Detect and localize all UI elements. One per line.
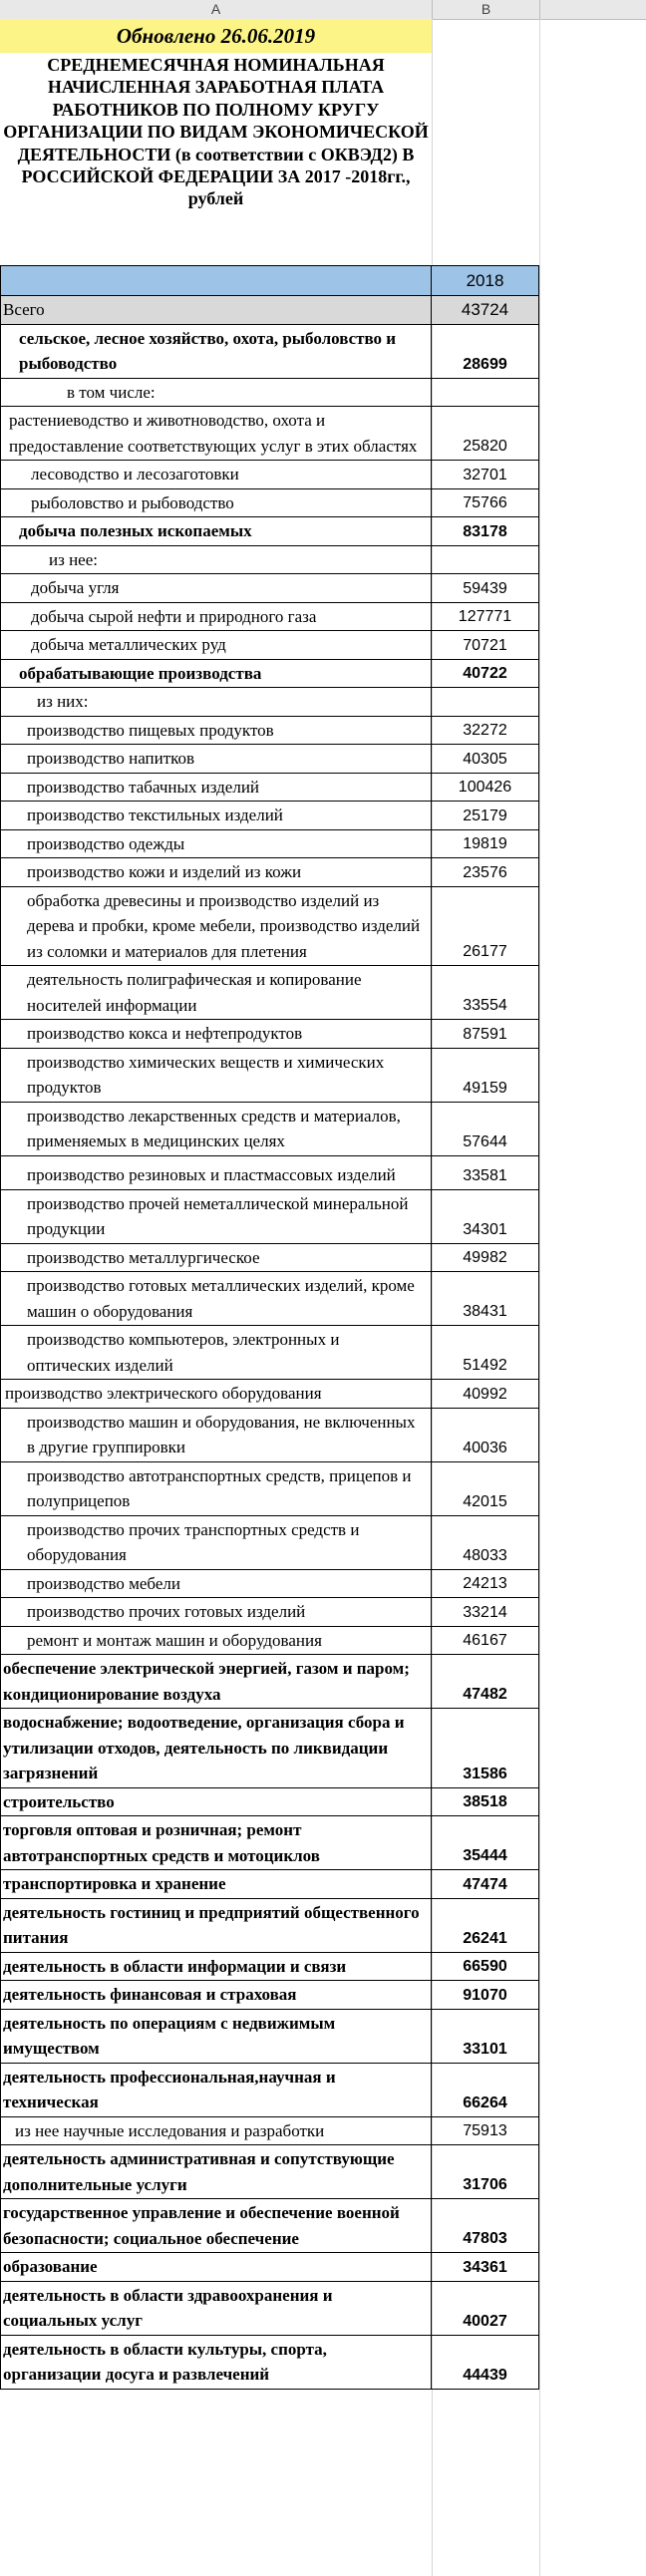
row-label-cell[interactable] (0, 1272, 432, 1325)
row-value-cell[interactable]: 47803 (432, 2199, 539, 2252)
row-label: производство одежды (27, 833, 185, 853)
table-row (0, 1020, 539, 1049)
row-label: транспортировка и хранение (3, 1874, 226, 1893)
row-label: производство прочих готовых изделий (27, 1602, 306, 1621)
row-label: из нее: (49, 549, 98, 569)
table-row (0, 660, 539, 689)
table-row (0, 1655, 539, 1709)
row-value-cell[interactable]: 40722 (432, 660, 539, 688)
row-label: деятельность финансовая и страховая (3, 1985, 297, 2004)
row-label-cell[interactable] (0, 660, 432, 688)
table-row (0, 1462, 539, 1516)
row-label: деятельность в области информации и связи (3, 1956, 347, 1976)
row-label-cell[interactable] (0, 1899, 432, 1952)
row-label: водоснабжение; водоотведение, организация сбора и утилизации отходов, деятельность по ликвидации загрязнений (3, 1713, 405, 1782)
row-label: обеспечение электрической энергией, газом и паром; кондиционирование воздуха (3, 1659, 410, 1704)
row-value-cell[interactable]: 35444 (432, 1816, 539, 1869)
table-row (0, 966, 539, 1020)
row-label: деятельность полиграфическая и копирование носителей информации (27, 970, 362, 1015)
row-label-cell[interactable] (0, 1103, 432, 1155)
row-value-cell[interactable]: 23576 (432, 858, 539, 886)
table-row (0, 1156, 539, 1190)
table-row (0, 1272, 539, 1326)
row-label: производство резиновых и пластмассовых изделий (27, 1165, 396, 1184)
row-label-cell[interactable] (0, 1326, 432, 1379)
table-row (0, 546, 539, 575)
row-label-cell[interactable] (0, 887, 432, 966)
table-row (0, 1103, 539, 1156)
row-value-cell[interactable]: 31586 (432, 1709, 539, 1787)
row-value-cell[interactable]: 70721 (432, 631, 539, 659)
row-label-cell[interactable] (0, 546, 432, 574)
row-label-cell[interactable] (0, 1462, 432, 1515)
row-label-cell[interactable] (0, 1788, 432, 1816)
row-label-cell[interactable] (0, 1598, 432, 1626)
row-label: добыча полезных ископаемых (19, 521, 252, 540)
row-label-cell[interactable] (0, 1570, 432, 1598)
row-value-cell[interactable]: 31706 (432, 2145, 539, 2198)
row-value-cell[interactable]: 34361 (432, 2253, 539, 2281)
row-label-cell[interactable] (0, 489, 432, 517)
row-label: из нее научные исследования и разработки (15, 2120, 325, 2140)
row-label-cell[interactable] (0, 603, 432, 631)
table-row (0, 2064, 539, 2117)
row-value-cell[interactable]: 127771 (432, 603, 539, 631)
title-text: СРЕДНЕМЕСЯЧНАЯ НОМИНАЛЬНАЯ НАЧИСЛЕННАЯ ЗАРАБОТНАЯ ПЛАТА РАБОТНИКОВ ПО ПОЛНОМУ КРУГУ ОРГАНИЗАЦИИ ПО ВИДАМ ЭКОНОМИЧЕСКОЙ ДЕЯТЕЛЬНОСТИ (в соответствии с ОКВЭД2) В РОССИЙСКОЙ ФЕДЕРАЦИИ ЗА 2017 -2018гг., рублей (3, 55, 429, 209)
row-value-cell[interactable]: 47474 (432, 1870, 539, 1898)
row-label-cell[interactable] (0, 379, 432, 407)
table-row (0, 1816, 539, 1870)
row-label-cell[interactable] (0, 717, 432, 745)
table-row (0, 1570, 539, 1599)
table-row (0, 1627, 539, 1656)
table-row (0, 802, 539, 830)
row-label-cell[interactable] (0, 1049, 432, 1102)
row-value-cell[interactable]: 46167 (432, 1627, 539, 1655)
table-row (0, 2145, 539, 2199)
row-value-cell[interactable]: 19819 (432, 830, 539, 858)
row-label: производство готовых металлических изделий, кроме машин о оборудования (27, 1276, 415, 1321)
row-label: производство напитков (27, 749, 195, 768)
row-value-cell[interactable]: 26241 (432, 1899, 539, 1952)
row-label: производство электрического оборудования (5, 1384, 322, 1403)
row-label: образование (3, 2257, 98, 2276)
table-row (0, 745, 539, 774)
table-row (0, 1326, 539, 1380)
page-title[interactable] (0, 53, 432, 232)
row-label-cell[interactable] (0, 1709, 432, 1787)
data-table (0, 296, 539, 2390)
row-value-cell[interactable]: 32701 (432, 461, 539, 488)
row-value-cell[interactable] (432, 546, 539, 574)
row-label-cell[interactable] (0, 802, 432, 829)
year-header[interactable]: 2018 (432, 265, 539, 296)
column-header-a[interactable]: A (0, 0, 433, 19)
table-row (0, 1244, 539, 1273)
row-label-cell[interactable] (0, 2064, 432, 2116)
table-row (0, 2117, 539, 2146)
table-row (0, 688, 539, 717)
grid-line-b (539, 19, 540, 2576)
row-label: производство химических веществ и химических продуктов (27, 1052, 385, 1097)
row-value-cell[interactable]: 40036 (432, 1409, 539, 1461)
row-label-cell[interactable] (0, 2336, 432, 2389)
table-row (0, 1049, 539, 1103)
row-label-cell[interactable] (0, 1244, 432, 1272)
column-header-b[interactable]: B (433, 0, 540, 19)
row-label: деятельность административная и сопутствующие дополнительные услуги (3, 2149, 395, 2194)
row-value-cell[interactable]: 42015 (432, 1462, 539, 1515)
table-row (0, 858, 539, 887)
table-row (0, 325, 539, 379)
row-label-cell[interactable] (0, 2117, 432, 2145)
row-label: обрабатывающие производства (19, 663, 262, 683)
row-label: деятельность гостиниц и предприятий общественного питания (3, 1902, 420, 1947)
row-value-cell[interactable]: 51492 (432, 1326, 539, 1379)
row-value-cell[interactable]: 33554 (432, 966, 539, 1019)
row-label-cell[interactable] (0, 745, 432, 773)
row-label: деятельность в области культуры, спорта, организации досуга и развлечений (3, 2339, 327, 2384)
table-row (0, 1870, 539, 1899)
row-label-cell[interactable] (0, 631, 432, 659)
table-row (0, 717, 539, 746)
table-row (0, 631, 539, 660)
table-row (0, 379, 539, 408)
row-label-cell[interactable] (0, 1627, 432, 1655)
row-label: деятельность по операциям с недвижимым имуществом (3, 2013, 336, 2058)
row-label: производство металлургическое (27, 1247, 260, 1267)
row-value-cell[interactable]: 32272 (432, 717, 539, 745)
table-row (0, 1380, 539, 1409)
row-value-cell[interactable]: 100426 (432, 774, 539, 802)
table-row (0, 2253, 539, 2282)
row-label-cell[interactable] (0, 325, 432, 378)
row-label: производство прочей неметаллической минеральной продукции (27, 1193, 409, 1238)
row-value-cell[interactable]: 28699 (432, 325, 539, 378)
table-row (0, 1981, 539, 2010)
row-value-cell[interactable]: 40027 (432, 2282, 539, 2335)
table-row (0, 1899, 539, 1953)
row-value-cell[interactable]: 66264 (432, 2064, 539, 2116)
table-row (0, 296, 539, 325)
row-value-cell[interactable] (432, 379, 539, 407)
row-value-cell[interactable]: 59439 (432, 574, 539, 602)
row-label-cell[interactable] (0, 1516, 432, 1569)
table-row (0, 603, 539, 632)
column-header-bar (0, 0, 646, 20)
table-row (0, 2282, 539, 2336)
row-value-cell[interactable]: 24213 (432, 1570, 539, 1598)
row-label-cell[interactable] (0, 1981, 432, 2009)
row-value-cell[interactable]: 49159 (432, 1049, 539, 1102)
row-label: производство мебели (27, 1573, 180, 1593)
row-value-cell[interactable]: 34301 (432, 1190, 539, 1243)
row-value-cell[interactable]: 33581 (432, 1156, 539, 1189)
row-label: Всего (3, 300, 45, 319)
row-label: растениеводство и животноводство, охота и предоставление соответствующих услуг в этих областях (9, 411, 418, 456)
table-row (0, 517, 539, 546)
row-label-cell[interactable] (0, 774, 432, 802)
table-row (0, 574, 539, 603)
table-row (0, 1190, 539, 1244)
table-row (0, 461, 539, 489)
row-label-cell[interactable] (0, 2145, 432, 2198)
row-label: государственное управление и обеспечение военной безопасности; социальное обеспечение (3, 2203, 400, 2248)
row-value-cell[interactable]: 87591 (432, 1020, 539, 1048)
row-label-cell[interactable] (0, 1870, 432, 1898)
row-value-cell[interactable]: 75766 (432, 489, 539, 517)
row-label: деятельность профессиональная,научная и техническая (3, 2067, 336, 2111)
row-label-cell[interactable] (0, 1190, 432, 1243)
row-label-cell[interactable] (0, 1020, 432, 1048)
row-label-cell[interactable] (0, 1380, 432, 1408)
row-value-cell[interactable]: 49982 (432, 1244, 539, 1272)
row-label: производство кокса и нефтепродуктов (27, 1024, 303, 1043)
row-value-cell[interactable]: 40305 (432, 745, 539, 773)
row-label-cell[interactable] (0, 1953, 432, 1981)
row-value-cell[interactable]: 48033 (432, 1516, 539, 1569)
table-row (0, 887, 539, 967)
year-header-label-cell[interactable] (0, 265, 432, 296)
table-row (0, 774, 539, 803)
row-value-cell[interactable]: 57644 (432, 1103, 539, 1155)
row-label-cell[interactable] (0, 1655, 432, 1708)
row-label-cell[interactable] (0, 830, 432, 858)
row-label: добыча сырой нефти и природного газа (31, 606, 317, 626)
row-value-cell[interactable]: 38518 (432, 1788, 539, 1816)
row-label: строительство (3, 1791, 115, 1811)
row-value-cell[interactable]: 91070 (432, 1981, 539, 2009)
row-label: добыча угля (31, 578, 120, 597)
row-label: из них: (37, 692, 89, 711)
row-label: торговля оптовая и розничная; ремонт автотранспортных средств и мотоциклов (3, 1820, 320, 1865)
table-row (0, 1953, 539, 1982)
row-label-cell[interactable] (0, 2282, 432, 2335)
row-label-cell[interactable] (0, 1409, 432, 1461)
table-row (0, 830, 539, 859)
row-label-cell[interactable] (0, 574, 432, 602)
row-label: производство пищевых продуктов (27, 720, 274, 740)
row-label-cell[interactable] (0, 461, 432, 488)
row-value-cell[interactable]: 38431 (432, 1272, 539, 1325)
table-row (0, 2010, 539, 2064)
table-row (0, 489, 539, 518)
row-value-cell[interactable]: 40992 (432, 1380, 539, 1408)
row-value-cell[interactable]: 75913 (432, 2117, 539, 2145)
table-row (0, 2199, 539, 2253)
row-label: производство лекарственных средств и материалов, применяемых в медицинских целях (27, 1106, 401, 1150)
row-label: рыболовство и рыбоводство (31, 492, 234, 512)
row-value-cell[interactable]: 25820 (432, 407, 539, 460)
row-label: производство кожи и изделий из кожи (27, 862, 302, 881)
row-label-cell[interactable] (0, 858, 432, 886)
row-label: лесоводство и лесозаготовки (31, 465, 239, 483)
table-row (0, 1516, 539, 1570)
table-row (0, 1409, 539, 1462)
row-value-cell[interactable]: 44439 (432, 2336, 539, 2389)
row-label-cell[interactable] (0, 1816, 432, 1869)
row-label: производство текстильных изделий (27, 805, 283, 824)
row-label: сельское, лесное хозяйство, охота, рыболовство и рыбоводство (19, 328, 397, 373)
row-label: производство машин и оборудования, не включенных в другие группировки (27, 1412, 416, 1456)
table-row (0, 1598, 539, 1627)
row-label-cell[interactable] (0, 517, 432, 545)
row-label: производство автотранспортных средств, прицепов и полуприцепов (27, 1465, 412, 1510)
row-label: производство компьютеров, электронных и оптических изделий (27, 1330, 340, 1375)
row-value-cell[interactable]: 33101 (432, 2010, 539, 2063)
row-label-cell[interactable] (0, 1156, 432, 1189)
row-label: ремонт и монтаж машин и оборудования (27, 1630, 322, 1650)
row-label-cell[interactable] (0, 296, 432, 324)
row-label-cell[interactable] (0, 688, 432, 716)
row-label-cell[interactable] (0, 2253, 432, 2281)
table-row (0, 407, 539, 461)
row-value-cell[interactable]: 25179 (432, 802, 539, 829)
row-label-cell[interactable] (0, 2010, 432, 2063)
row-value-cell[interactable]: 66590 (432, 1953, 539, 1981)
updated-date[interactable]: Обновлено 26.06.2019 (0, 19, 432, 53)
row-label: в том числе: (67, 382, 156, 402)
row-value-cell[interactable]: 47482 (432, 1655, 539, 1708)
row-label-cell[interactable] (0, 2199, 432, 2252)
row-label: деятельность в области здравоохранения и социальных услуг (3, 2285, 333, 2330)
row-label: добыча металлических руд (31, 635, 226, 654)
table-row (0, 2336, 539, 2390)
row-value-cell[interactable]: 33214 (432, 1598, 539, 1626)
row-label-cell[interactable] (0, 966, 432, 1019)
row-label-cell[interactable] (0, 407, 432, 460)
table-row (0, 1788, 539, 1817)
row-value-cell[interactable]: 43724 (432, 296, 539, 324)
row-label: производство табачных изделий (27, 777, 260, 797)
row-value-cell[interactable]: 26177 (432, 887, 539, 966)
table-row (0, 1709, 539, 1788)
row-value-cell[interactable]: 83178 (432, 517, 539, 545)
row-label: производство прочих транспортных средств и оборудования (27, 1519, 360, 1564)
row-label: обработка древесины и производство изделий из дерева и пробки, кроме мебели, производство изделий из соломки и материалов для плетения (27, 890, 421, 961)
row-value-cell[interactable] (432, 688, 539, 716)
